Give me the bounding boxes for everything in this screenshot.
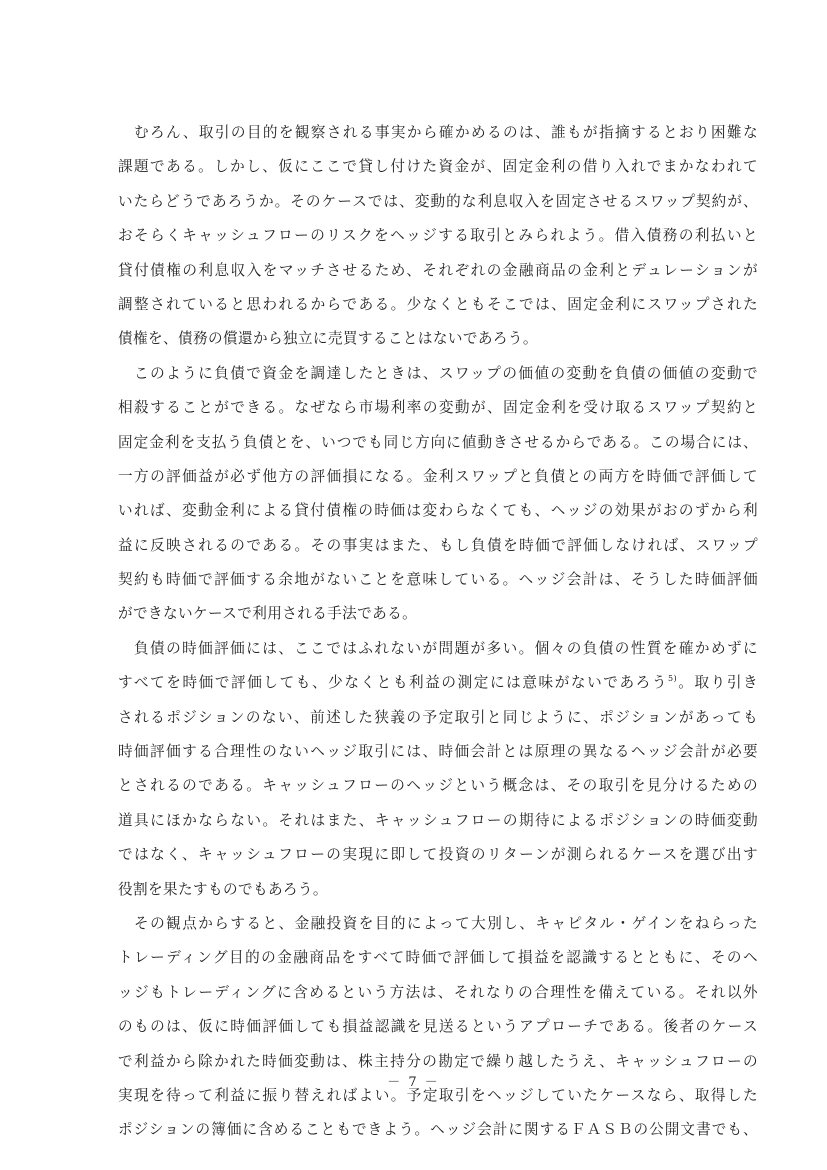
text-line bbox=[118, 597, 758, 631]
text-line-content: 貸付債権の利息収入をマッチさせるため、それぞれの金融商品の金利とデュレーションが bbox=[118, 261, 758, 279]
text-line-content: のものは、仮に時価評価しても損益認識を見送るというアプローチである。後者のケース bbox=[118, 1018, 758, 1036]
text-line bbox=[118, 632, 758, 666]
text-line bbox=[118, 185, 758, 219]
text-line bbox=[118, 563, 758, 597]
text-line bbox=[118, 735, 758, 769]
text-line bbox=[118, 838, 758, 872]
text-line-content: で利益から除かれた時価変動は、株主持分の勘定で繰り越したうえ、キャッシュフローの bbox=[118, 1052, 758, 1070]
text-line bbox=[118, 666, 758, 700]
text-line-content: 契約も時価で評価する余地がないことを意味している。ヘッジ会計は、そうした時価評価 bbox=[118, 571, 758, 589]
text-line-content: 相殺することができる。なぜなら市場利率の変動が、固定金利を受け取るスワップ契約と bbox=[118, 399, 758, 417]
text-line bbox=[118, 701, 758, 735]
text-line-content: おそらくキャッシュフローのリスクをヘッジする取引とみられよう。借入債務の利払いと bbox=[118, 227, 758, 245]
text-line bbox=[118, 288, 758, 322]
text-line bbox=[118, 769, 758, 803]
text-line-content: いれば、変動金利による貸付債権の時価は変わらなくても、ヘッジの効果がおのずから利 bbox=[118, 502, 758, 520]
text-line bbox=[118, 1113, 758, 1147]
text-line-content: 益に反映されるのである。その事実はまた、もし負債を時価で評価しなければ、スワップ bbox=[118, 536, 758, 554]
text-line-content: 固定金利を支払う負債とを、いつでも同じ方向に値動きさせるからである。この場合には、 bbox=[118, 433, 758, 451]
text-line-content: いたらどうであろうか。そのケースでは、変動的な利息収入を固定させるスワップ契約が、 bbox=[118, 192, 758, 210]
text-line bbox=[118, 357, 758, 391]
text-line-content: 時価評価する合理性のないヘッジ取引には、時価会計とは原理の異なるヘッジ会計が必要 bbox=[118, 743, 758, 761]
text-line bbox=[118, 460, 758, 494]
text-line bbox=[118, 426, 758, 460]
text-line-content: むろん、取引の目的を観察される事実から確かめるのは、誰もが指摘するとおり困難な bbox=[118, 124, 758, 141]
text-line-content: ではなく、キャッシュフローの実現に即して投資のリターンが測られるケースを選び出す bbox=[118, 846, 758, 864]
text-line bbox=[118, 494, 758, 528]
footnote-reference: 5) bbox=[668, 674, 678, 684]
text-line bbox=[118, 150, 758, 184]
text-line bbox=[118, 116, 758, 150]
text-line-content: とされるのである。キャッシュフローのヘッジという概念は、その取引を見分けるための bbox=[118, 777, 758, 795]
text-line-content: その観点からすると、金融投資を目的によって大別し、キャピタル・ゲインをねらった bbox=[118, 914, 758, 932]
text-line bbox=[118, 391, 758, 425]
text-line bbox=[118, 873, 758, 907]
text-line-content: 負債の時価評価には、ここではふれないが問題が多い。個々の負債の性質を確かめずに bbox=[118, 639, 758, 657]
text-line-content: 課題である。しかし、仮にここで貸し付けた資金が、固定金利の借り入れでまかなわれて bbox=[118, 158, 758, 176]
text-line-content: すべてを時価で評価しても、少なくとも利益の測定には意味がないであろう bbox=[118, 674, 669, 692]
text-line-content: 実現を待って利益に振り替えればよい。予定取引をヘッジしていたケースなら、取得した bbox=[118, 1086, 758, 1104]
text-line bbox=[118, 941, 758, 975]
text-line-continuation: 。取り引き bbox=[677, 674, 758, 692]
text-line-content: 調整されていると思われるからである。少なくともそこでは、固定金利にスワップされた bbox=[118, 295, 758, 313]
text-line-content: 役割を果たすものでもあろう。 bbox=[118, 880, 328, 898]
text-line bbox=[118, 219, 758, 253]
text-line bbox=[118, 907, 758, 941]
text-line bbox=[118, 1010, 758, 1044]
text-line bbox=[118, 254, 758, 288]
text-line bbox=[118, 529, 758, 563]
text-line-content: 道具にほかならない。それはまた、キャッシュフローの期待によるポジションの時価変動 bbox=[118, 811, 758, 829]
text-line-content: トレーディング目的の金融商品をすべて時価で評価して損益を認識するとともに、そのヘ bbox=[118, 949, 758, 967]
text-line-content: ができないケースで利用される手法である。 bbox=[118, 605, 418, 623]
text-line-content: ポジションの簿価に含めることもできよう。ヘッジ会計に関するＦＡＳＢの公開文書でも、 bbox=[118, 1121, 758, 1139]
text-line-content: されるポジションのない、前述した狭義の予定取引と同じように、ポジションがあっても bbox=[118, 708, 758, 726]
body-text bbox=[118, 116, 758, 1148]
text-line-content: 一方の評価益が必ず他方の評価損になる。金利スワップと負債との両方を時価で評価して bbox=[118, 467, 758, 485]
page-number: － 7 － bbox=[387, 1075, 440, 1090]
text-line bbox=[118, 322, 758, 356]
text-line-content: 債権を、債務の償還から独立に売買することはないであろう。 bbox=[118, 330, 538, 348]
text-line bbox=[118, 976, 758, 1010]
text-line bbox=[118, 804, 758, 838]
text-line-content: ッジもトレーディングに含めるという方法は、それなりの合理性を備えている。それ以外 bbox=[118, 983, 758, 1001]
text-line-content: このように負債で資金を調達したときは、スワップの価値の変動を負債の価値の変動で bbox=[118, 364, 758, 382]
